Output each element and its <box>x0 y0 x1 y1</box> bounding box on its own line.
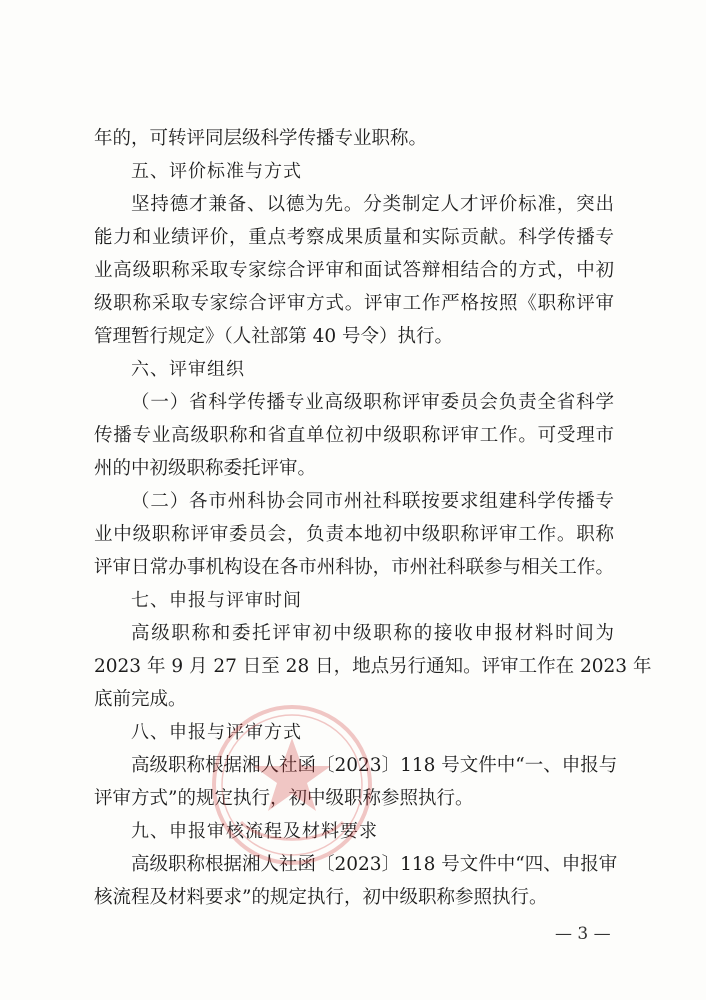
document-body <box>94 122 652 914</box>
section-heading-8: 八、申报与评审方式 <box>131 722 302 743</box>
section-heading-5: 五、评价标准与方式 <box>131 161 302 182</box>
paragraph-line: 传播专业高级职称和省直单位初中级职称评审工作。可受理市 <box>94 425 614 446</box>
page-number: — 3 — <box>555 924 611 944</box>
paragraph-line: 高级职称根据湘人社函〔2023〕118 号文件中“一、申报与 <box>131 755 618 776</box>
paragraph-line: （一）省科学传播专业高级职称评审委员会负责全省科学 <box>131 392 614 413</box>
paragraph-line: 管理暂行规定》（人社部第 40 号令）执行。 <box>94 326 454 347</box>
paragraph-line: 2023 年 9 月 27 日至 28 日，地点另行通知。评审工作在 2023 年 <box>94 656 652 677</box>
section-heading-9: 九、申报审核流程及材料要求 <box>131 821 378 842</box>
section-heading-7: 七、申报与评审时间 <box>131 590 302 611</box>
paragraph-line: 业中级职称评审委员会，负责本地初中级职称评审工作。职称 <box>94 524 614 545</box>
paragraph-line: 核流程及材料要求”的规定执行，初中级职称参照执行。 <box>94 887 548 908</box>
paragraph-line: （二）各市州科协会同市州社科联按要求组建科学传播专 <box>131 491 614 512</box>
paragraph-line: 州的中初级职称委托评审。 <box>94 458 317 479</box>
paragraph-line: 坚持德才兼备、以德为先。分类制定人才评价标准，突出 <box>131 194 614 215</box>
paragraph-line: 底前完成。 <box>94 689 187 710</box>
paragraph-line: 能力和业绩评价，重点考察成果质量和实际贡献。科学传播专 <box>94 227 614 248</box>
section-heading-6: 六、评审组织 <box>131 359 245 380</box>
paragraph-line: 评审方式”的规定执行，初中级职称参照执行。 <box>94 788 474 809</box>
paragraph-line: 评审日常办事机构设在各市州科协，市州社科联参与相关工作。 <box>94 557 614 578</box>
paragraph-line: 高级职称和委托评审初中级职称的接收申报材料时间为 <box>131 623 614 644</box>
paragraph-continuation: 年的，可转评同层级科学传播专业职称。 <box>94 128 428 149</box>
paragraph-line: 高级职称根据湘人社函〔2023〕118 号文件中“四、申报审 <box>131 854 618 875</box>
paragraph-line: 业高级职称采取专家综合评审和面试答辩相结合的方式，中初 <box>94 260 614 281</box>
paragraph-line: 级职称采取专家综合评审方式。评审工作严格按照《职称评审 <box>94 293 614 314</box>
